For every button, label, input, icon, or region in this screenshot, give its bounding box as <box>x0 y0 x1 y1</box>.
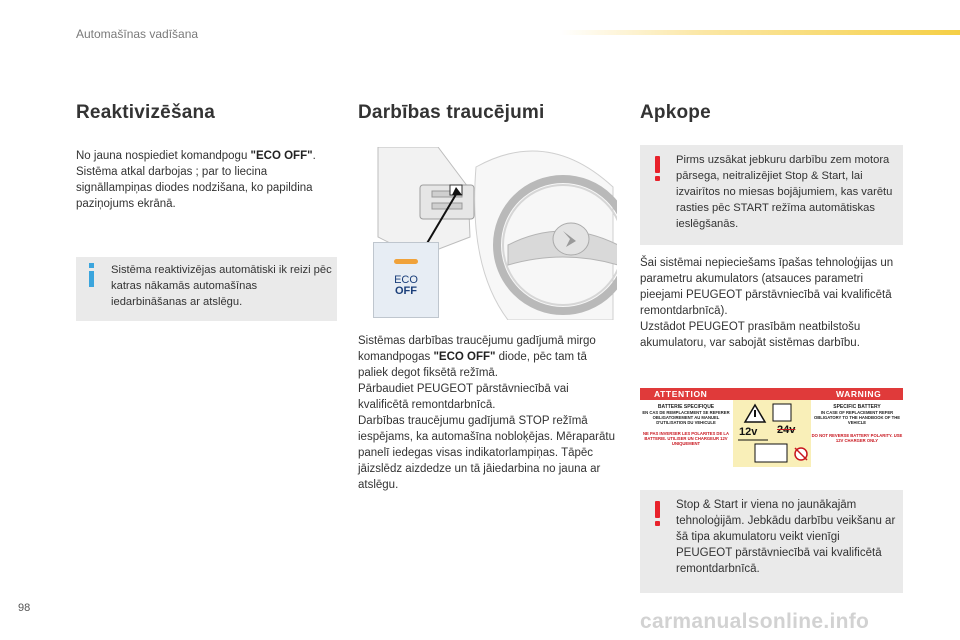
reactivation-title: Reaktivizēšana <box>76 102 216 123</box>
battery-label-header <box>640 388 903 400</box>
reactivation-paragraph: No jauna nospiediet komandpogu "ECO OFF". Sistēma atkal darbojas ; par to liecina signāllampiņas diodes nodzišana, ko papildina paziņojums ekrānā. <box>76 150 316 210</box>
label-right-column: SPECIFIC BATTERY IN CASE OF REPLACEMENT REFER OBLIGATORY TO THE HANDBOOK OF THE VEHICLE DO NOT REVERSE BATTERY POLARITY. USE 12V CHARGER ONLY <box>811 402 903 464</box>
faults-paragraph-2: Pārbaudiet PEUGEOT pārstāvniecībā vai kvalificētā remontdarbnīcā. <box>358 383 569 411</box>
section-header: Automašīnas vadīšana <box>76 27 199 41</box>
maintenance-warning-text-2: Stop & Start ir viena no jaunākajām tehnoloģijām. Jebkādu darbību veikšanu ar šā tipa akumulatoru veikt vienīgi PEUGEOT pārstāvniecībā vai kvalificētā remontdarbnīcā. <box>676 499 896 575</box>
faults-title: Darbības traucējumi <box>358 102 545 123</box>
faults-paragraph-1: Sistēmas darbības traucējumu gadījumā mirgo komandpogas "ECO OFF" diode, pēc tam tā paliek degot fiksētā režīmā. <box>358 335 596 379</box>
maintenance-paragraph-2: Uzstādot PEUGEOT prasībām neatbilstošu akumulatoru, var sabojāt sistēmas darbību. <box>640 321 861 349</box>
watermark: carmanualsonline.info <box>640 610 870 633</box>
maintenance-paragraph-1: Šai sistēmai nepieciešams īpašas tehnoloģijas un parametru akumulators (atsauces parametri pieejami PEUGEOT pārstāvniecībā vai kvalificētā remontdarbnīcā). <box>640 257 894 317</box>
dashboard-illustration <box>358 147 617 320</box>
eco-off-button-label: ECO OFF <box>394 274 418 297</box>
page-number: 98 <box>18 602 31 614</box>
label-center-pictograms <box>733 400 811 467</box>
faults-paragraph-3: Darbības traucējumu gadījumā STOP režīmā iespējams, ka automašīna nobloķējas. Mēraparātu panelī iedegas visas indikatorlampiņas. Tāpēc jāizslēdz aizdedze un tā jāiedarbina no jauna ar atslēgu. <box>358 415 615 491</box>
label-12v: 12v <box>739 426 758 438</box>
reactivation-info-box <box>76 257 337 321</box>
reactivation-info-text: Sistēma reaktivizējas automātiski ik reizi pēc katras nākamās automašīnas iedarbināšanas ar atslēgu. <box>111 264 332 308</box>
maintenance-title: Apkope <box>640 102 711 123</box>
label-24v: 24v <box>777 424 796 436</box>
label-attention: ATTENTION <box>654 389 708 399</box>
maintenance-warning-box-2 <box>640 490 903 593</box>
maintenance-warning-text-1: Pirms uzsākat jebkuru darbību zem motora pārsega, neitralizējiet Stop & Start, lai izvairītos no miesas bojājumiem, kas varētu rasties pēc START režīma automātiskas ieslēgšanās. <box>676 154 893 230</box>
header-accent-bar <box>560 30 960 35</box>
battery-warning-label <box>640 388 903 467</box>
label-warning: WARNING <box>836 389 882 399</box>
eco-off-led-indicator <box>394 259 418 264</box>
eco-off-button-closeup <box>373 242 439 318</box>
maintenance-warning-box-1 <box>640 145 903 245</box>
label-left-column: BATTERIE SPECIFIQUE EN CAS DE REMPLACEMENT SE REFERER OBLIGATOIREMENT AU MANUEL D'UTILISATION DU VEHICULE NE PAS INVERSER LES POLARITES DE LA BATTERIE. UTILISER UN CHARGEUR 12V UNIQUEMENT <box>640 402 732 464</box>
